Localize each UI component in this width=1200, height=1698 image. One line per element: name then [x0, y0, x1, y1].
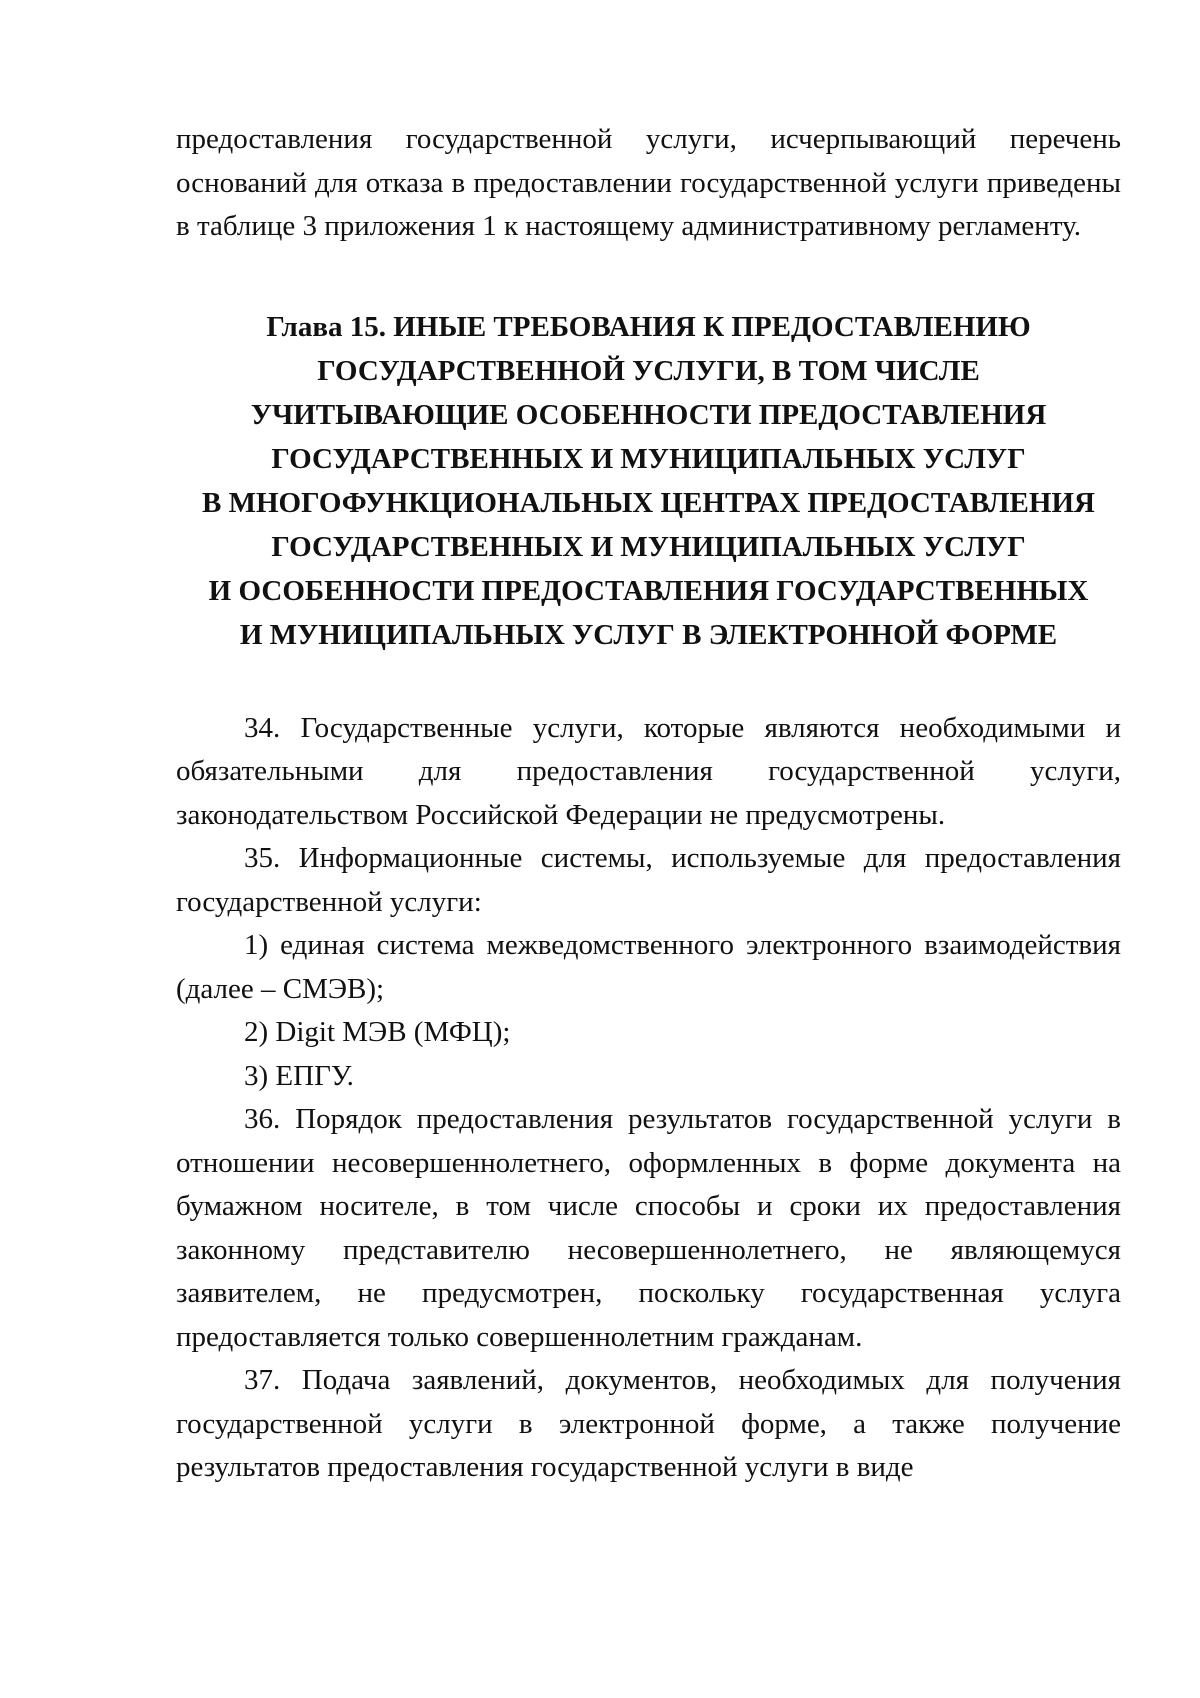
clause-35: 35. Информационные системы, используемые для предоставления государственной услуги: — [176, 842, 1121, 918]
clause-35-item: 2) Digit МЭВ (МФЦ); — [244, 1016, 511, 1048]
chapter-heading-line: И ОСОБЕННОСТИ ПРЕДОСТАВЛЕНИЯ ГОСУДАРСТВЕННЫХ — [208, 574, 1089, 607]
chapter-heading-line: В МНОГОФУНКЦИОНАЛЬНЫХ ЦЕНТРАХ ПРЕДОСТАВЛЕНИЯ — [202, 486, 1095, 519]
chapter-heading-line: УЧИТЫВАЮЩИЕ ОСОБЕННОСТИ ПРЕДОСТАВЛЕНИЯ — [250, 398, 1047, 431]
intro-paragraph: предоставления государственной услуги, исчерпывающий перечень оснований для отказа в предоставлении государственной услуги приведены в таблице 3 приложения 1 к настоящему административному регламенту. — [176, 123, 1121, 242]
chapter-heading-line: ГОСУДАРСТВЕННОЙ УСЛУГИ, В ТОМ ЧИСЛЕ — [317, 354, 980, 387]
chapter-heading — [176, 305, 1121, 657]
clause-36: 36. Порядок предоставления результатов государственной услуги в отношении несовершеннолетнего, оформленных в форме документа на бумажном носителе, в том числе способы и сроки их предоставления законному представителю несовершеннолетнего, не являющемуся заявителем, не предусмотрен, поскольку государственная услуга предоставляется только совершеннолетним гражданам. — [176, 1103, 1121, 1353]
chapter-heading-line: И МУНИЦИПАЛЬНЫХ УСЛУГ В ЭЛЕКТРОННОЙ ФОРМЕ — [239, 618, 1058, 651]
chapter-heading-line: Глава 15. ИНЫЕ ТРЕБОВАНИЯ К ПРЕДОСТАВЛЕНИЮ — [266, 310, 1031, 343]
clause-35-item: 3) ЕПГУ. — [244, 1059, 354, 1092]
document-page — [176, 118, 1121, 1490]
clause-34: 34. Государственные услуги, которые являются необходимыми и обязательными для предоставления государственной услуги, законодательством Российской Федерации не предусмотрены. — [176, 711, 1121, 831]
chapter-heading-line: ГОСУДАРСТВЕННЫХ И МУНИЦИПАЛЬНЫХ УСЛУГ — [271, 442, 1026, 475]
clause-37: 37. Подача заявлений, документов, необходимых для получения государственной услуги в электронной форме, а также получение результатов предоставления государственной услуги в виде — [176, 1364, 1121, 1483]
clause-35-item: 1) единая система межведомственного электронного взаимодействия (далее – СМЭВ); — [176, 929, 1121, 1005]
chapter-heading-line: ГОСУДАРСТВЕННЫХ И МУНИЦИПАЛЬНЫХ УСЛУГ — [271, 530, 1026, 563]
